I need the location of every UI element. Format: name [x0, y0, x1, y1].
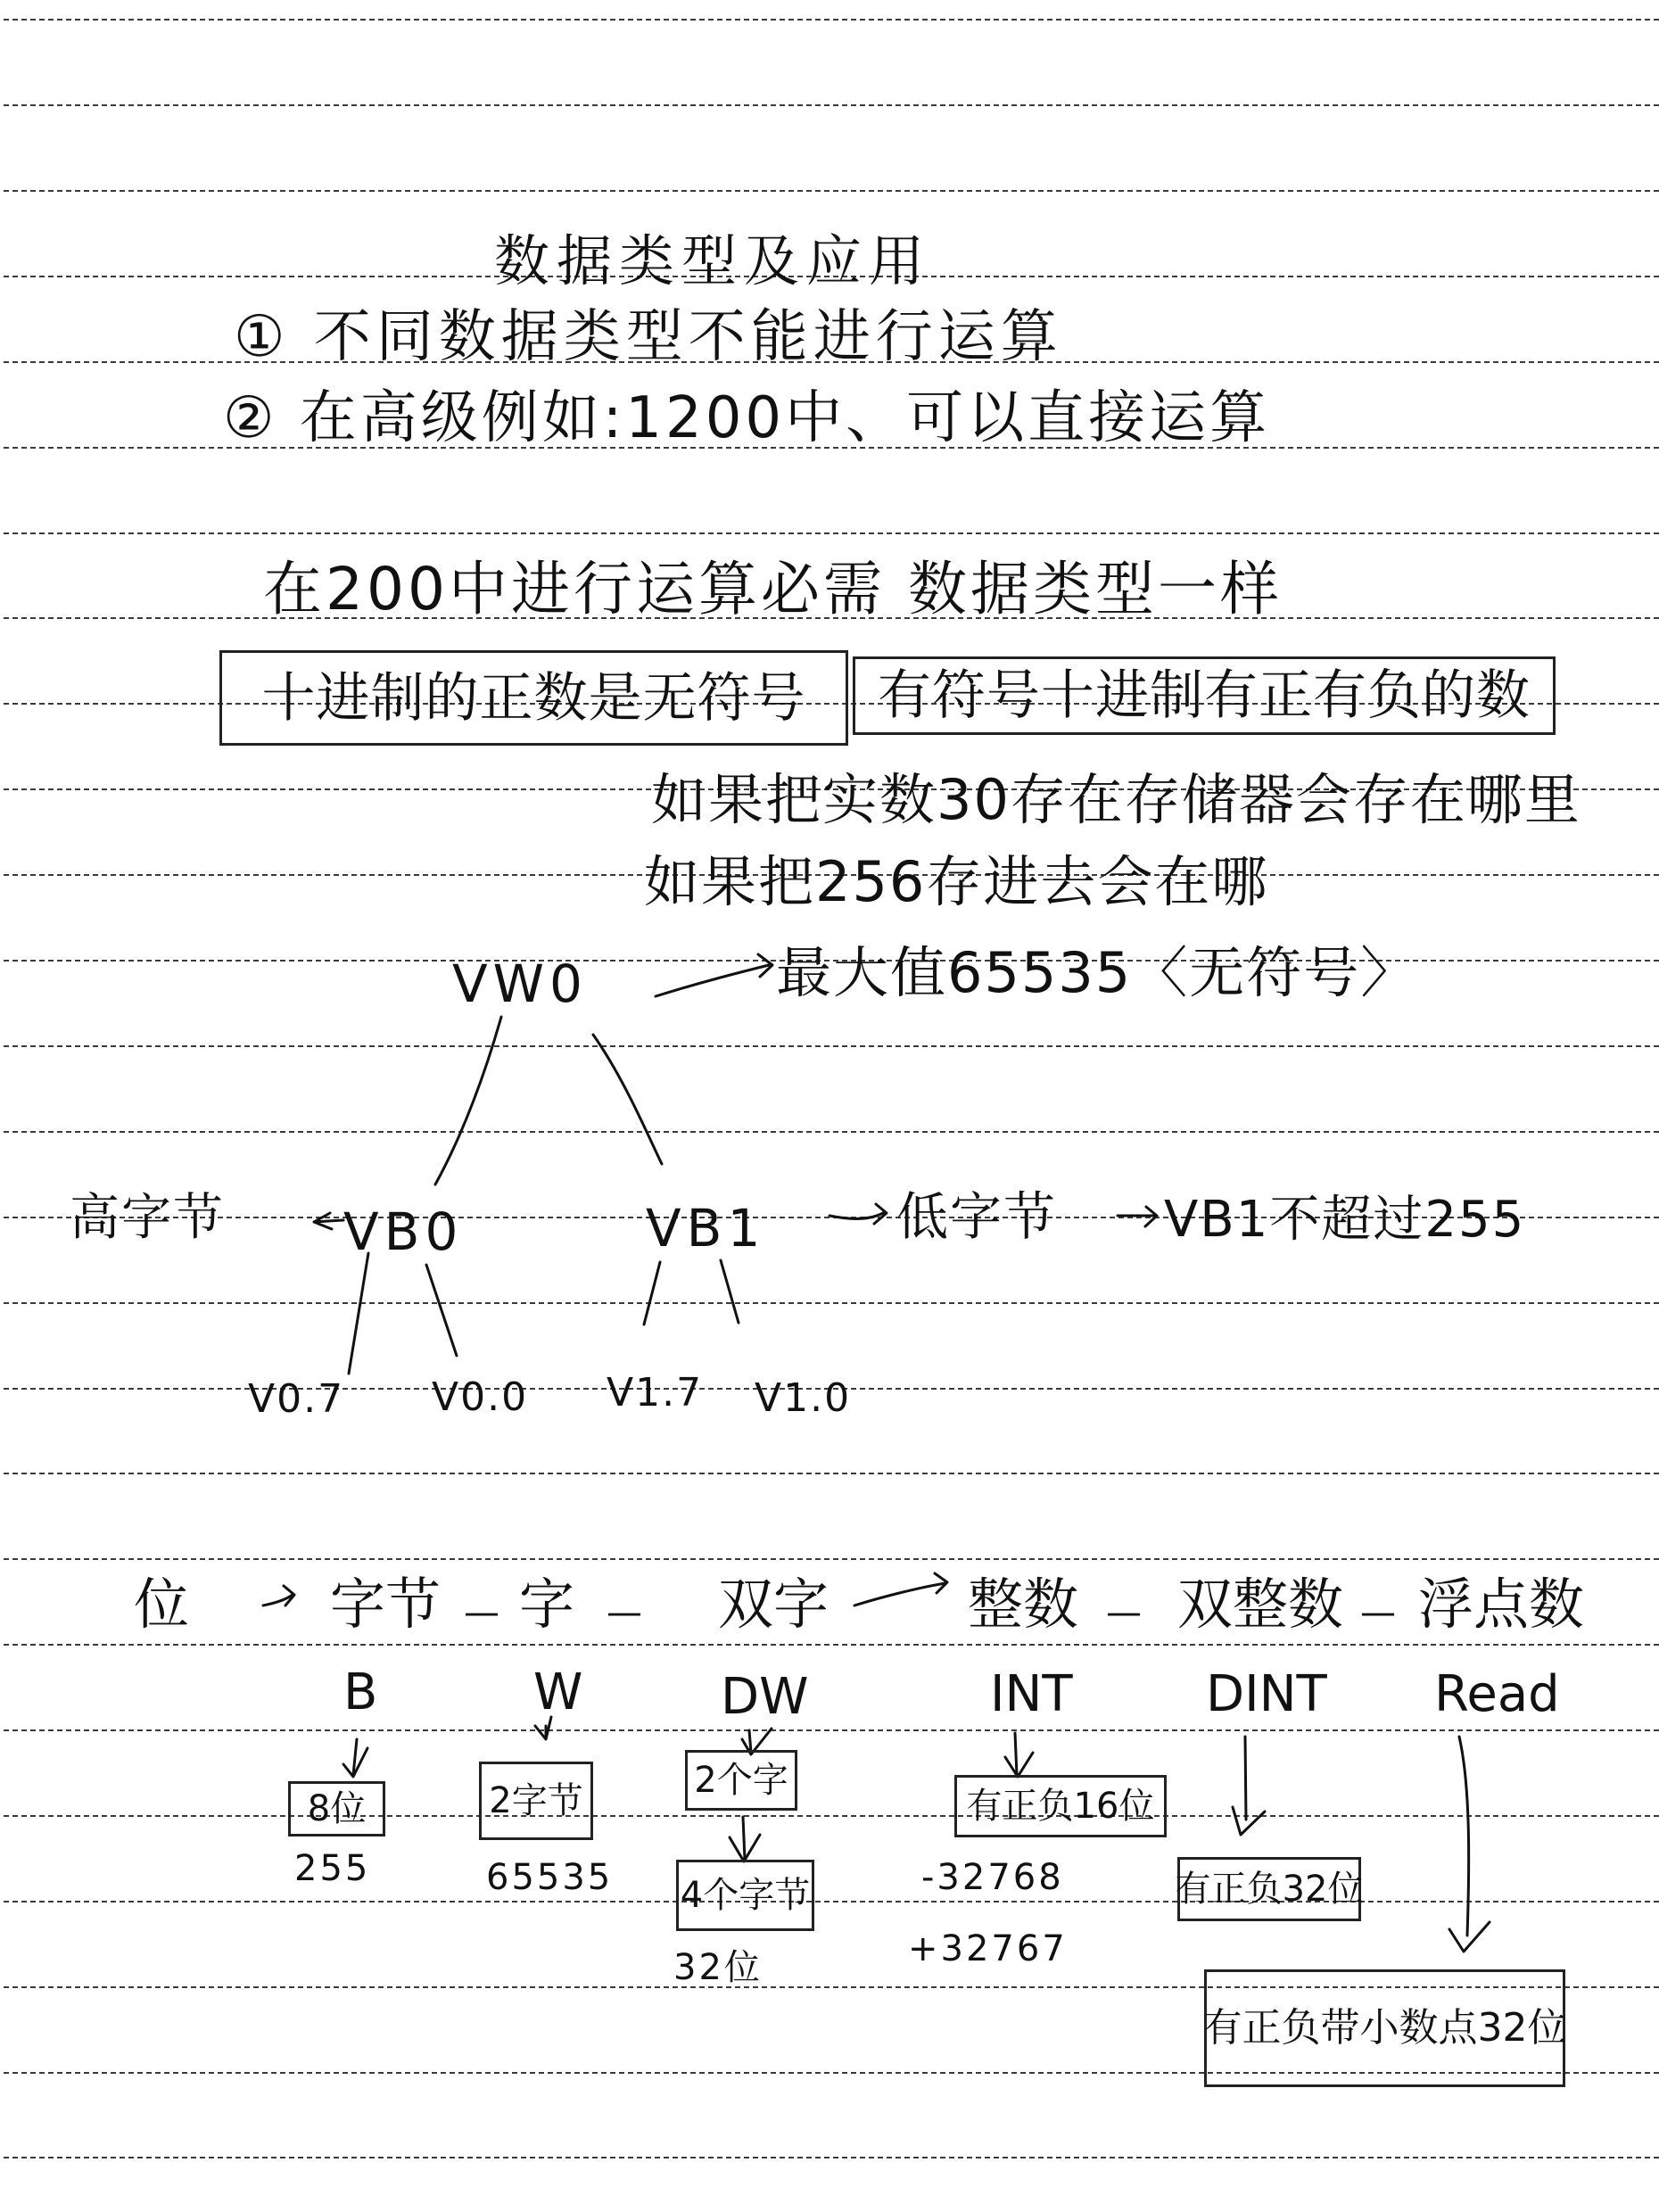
bit-v0-7: V0.7	[248, 1376, 345, 1422]
rule-line	[4, 2157, 1659, 2158]
rule-line	[4, 1815, 1659, 1817]
page-title: 数据类型及应用	[494, 228, 932, 293]
root-max-value-note: 最大值65535〈无符号〉	[776, 940, 1418, 1005]
tree-node-vb1: VB1	[646, 1198, 766, 1259]
connector: —	[464, 1592, 499, 1633]
branch-line	[721, 1260, 739, 1323]
unit-double-word: 双字	[718, 1572, 830, 1637]
rule-line	[4, 1901, 1659, 1902]
type-int: INT	[990, 1665, 1073, 1723]
arrow-down-icon	[343, 1739, 367, 1777]
low-byte-label: 低字节	[896, 1186, 1058, 1247]
connector: —	[1106, 1592, 1142, 1633]
word-max-value: 65535	[486, 1857, 614, 1898]
unit-double-integer: 双整数	[1177, 1572, 1344, 1637]
tree-root-vw0: VW0	[452, 953, 588, 1014]
tree-node-vb0: VB0	[343, 1201, 464, 1262]
dword-words-text: 2个字	[694, 1760, 788, 1801]
arrow-down-icon	[1005, 1733, 1033, 1777]
rule-line	[4, 1045, 1659, 1047]
point-2: ② 在高级例如:1200中、可以直接运算	[223, 385, 1271, 451]
word-size-text: 2字节	[489, 1780, 583, 1821]
signed-definition-text: 有符号十进制有正有负的数	[878, 664, 1531, 727]
arrow-right-icon	[830, 1204, 887, 1224]
branch-line	[435, 1017, 501, 1184]
arrow-right-icon	[854, 1573, 947, 1605]
question-2: 如果把256存进去会在哪	[644, 849, 1269, 914]
vb1-limit-note: VB1不超过255	[1164, 1191, 1526, 1249]
type-dw: DW	[721, 1668, 809, 1726]
int-size-text: 有正负16位	[966, 1786, 1155, 1827]
bit-v0-0: V0.0	[432, 1374, 529, 1420]
dword-bytes-box	[676, 1860, 814, 1931]
type-dint: DINT	[1206, 1665, 1327, 1723]
unit-integer: 整数	[968, 1572, 1079, 1637]
high-byte-label: 高字节	[70, 1189, 225, 1247]
unit-word: 字	[519, 1572, 575, 1637]
int-min-value: -32768	[921, 1857, 1064, 1898]
bit-v1-0: V1.0	[755, 1375, 852, 1421]
unsigned-definition-box	[219, 650, 848, 746]
arrow-down-icon	[1449, 1737, 1490, 1952]
rule-line	[4, 1473, 1659, 1474]
rule-line	[4, 104, 1659, 106]
unit-byte: 字节	[330, 1572, 442, 1637]
branch-line	[349, 1253, 368, 1374]
rule-line	[4, 1558, 1659, 1560]
type-real: Read	[1434, 1665, 1560, 1723]
rule-line	[4, 19, 1659, 21]
rule-line	[4, 532, 1659, 534]
byte-max-value: 255	[294, 1848, 371, 1889]
branch-line	[644, 1262, 660, 1325]
unit-bit: 位	[134, 1572, 190, 1637]
dword-bit-count: 32位	[673, 1947, 763, 1988]
real-size-text: 有正负带小数点32位	[1202, 2005, 1567, 2051]
type-b: B	[343, 1663, 378, 1721]
unit-float: 浮点数	[1418, 1572, 1585, 1637]
dint-size-text: 有正负32位	[1175, 1869, 1364, 1910]
arrow-left-icon	[314, 1213, 343, 1229]
arrow-right-icon	[263, 1586, 294, 1605]
rule-line	[4, 1729, 1659, 1731]
point-1: ① 不同数据类型不能进行运算	[234, 304, 1063, 370]
type-w: W	[533, 1663, 583, 1721]
connector: —	[607, 1592, 642, 1633]
question-1: 如果把实数30存在存储器会存在哪里	[651, 767, 1581, 832]
dint-size-box	[1175, 1857, 1364, 1921]
dword-words-box	[685, 1750, 797, 1811]
rule-line	[4, 190, 1659, 192]
connector: —	[1360, 1592, 1396, 1633]
int-size-box	[954, 1775, 1167, 1837]
byte-size-text: 8位	[307, 1788, 367, 1829]
rule-200-note: 在200中进行运算必需 数据类型一样	[263, 555, 1283, 623]
byte-size-box	[288, 1781, 385, 1836]
arrow-down-icon	[730, 1817, 760, 1861]
signed-definition-box	[853, 656, 1556, 735]
rule-line	[4, 1131, 1659, 1133]
word-size-box	[479, 1762, 593, 1840]
arrow-down-icon	[1233, 1737, 1265, 1835]
real-size-box	[1204, 1969, 1565, 2087]
rule-line	[4, 1302, 1659, 1304]
unsigned-definition-text: 十进制的正数是无符号	[261, 666, 806, 730]
branch-line	[426, 1265, 457, 1356]
int-max-value: +32767	[908, 1928, 1068, 1969]
dword-bytes-text: 4个字节	[680, 1875, 811, 1916]
bit-v1-7: V1.7	[607, 1370, 704, 1416]
rule-line	[4, 1644, 1659, 1646]
branch-line	[593, 1035, 662, 1164]
